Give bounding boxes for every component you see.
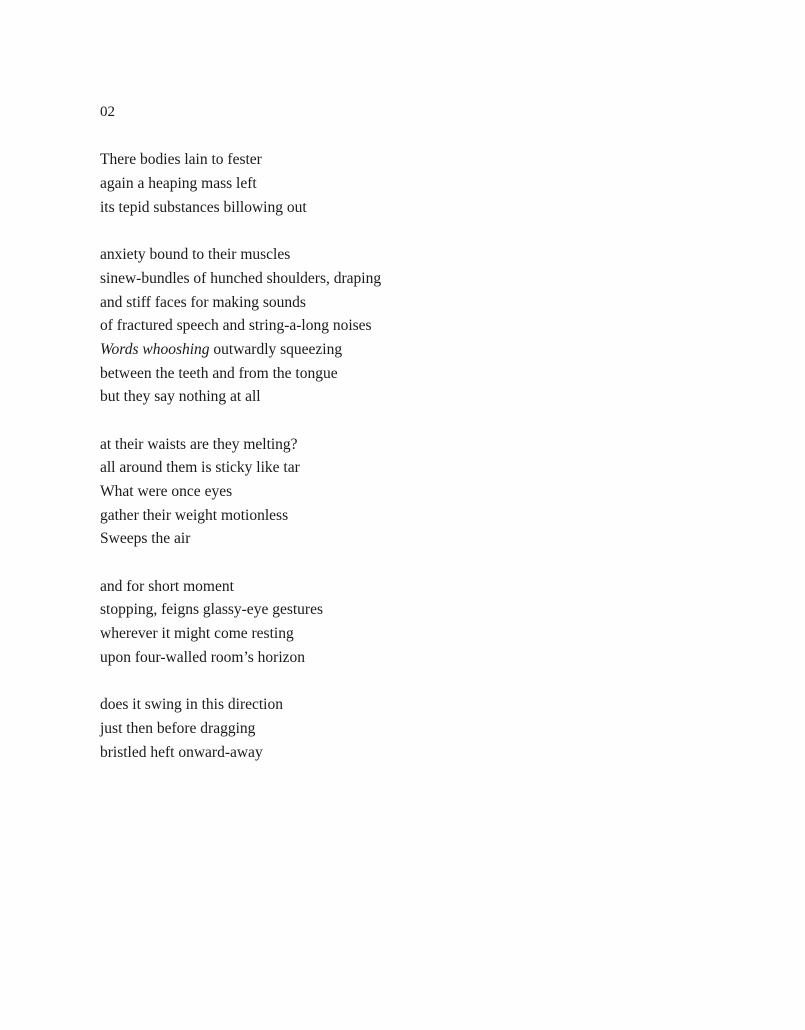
poem-line: at their waists are they melting? (100, 435, 298, 453)
poem-line: stopping, feigns glassy-eye gestures (100, 601, 323, 619)
poem-line-italic-phrase (100, 338, 760, 362)
poem-line: all around them is sticky like tar (100, 459, 300, 477)
poem-line: and stiff faces for making sounds (100, 293, 306, 311)
stanza-4 (100, 575, 760, 670)
poem-line: bristled heft onward-away (100, 743, 263, 761)
stanza-2 (100, 243, 760, 409)
poem-line: and for short moment (100, 577, 234, 595)
line-remainder: outwardly squeezing (209, 340, 343, 358)
poem-line: of fractured speech and string-a-long noises (100, 317, 372, 335)
poem-page (100, 101, 760, 788)
poem-line: its tepid substances billowing out (100, 198, 307, 216)
poem-line: wherever it might come resting (100, 625, 294, 643)
poem-line: sinew-bundles of hunched shoulders, draping (100, 269, 382, 287)
poem-line: gather their weight motionless (100, 506, 289, 524)
stanza-5 (100, 693, 760, 764)
poem-line: again a heaping mass left (100, 175, 257, 193)
italic-phrase: Words whooshing (100, 340, 210, 358)
poem-line: between the teeth and from the tongue (100, 364, 338, 382)
poem-line: Sweeps the air (100, 530, 191, 548)
poem-line: just then before dragging (100, 719, 256, 737)
poem-line: upon four-walled room’s horizon (100, 648, 306, 666)
poem-line: does it swing in this direction (100, 696, 283, 714)
poem-line: but they say nothing at all (100, 388, 261, 406)
poem-line: There bodies lain to fester (100, 151, 262, 169)
poem-line: anxiety bound to their muscles (100, 246, 291, 264)
stanza-3 (100, 433, 760, 551)
stanza-1 (100, 148, 760, 219)
poem-line: What were once eyes (100, 483, 233, 500)
page-number: 02 (100, 104, 115, 120)
